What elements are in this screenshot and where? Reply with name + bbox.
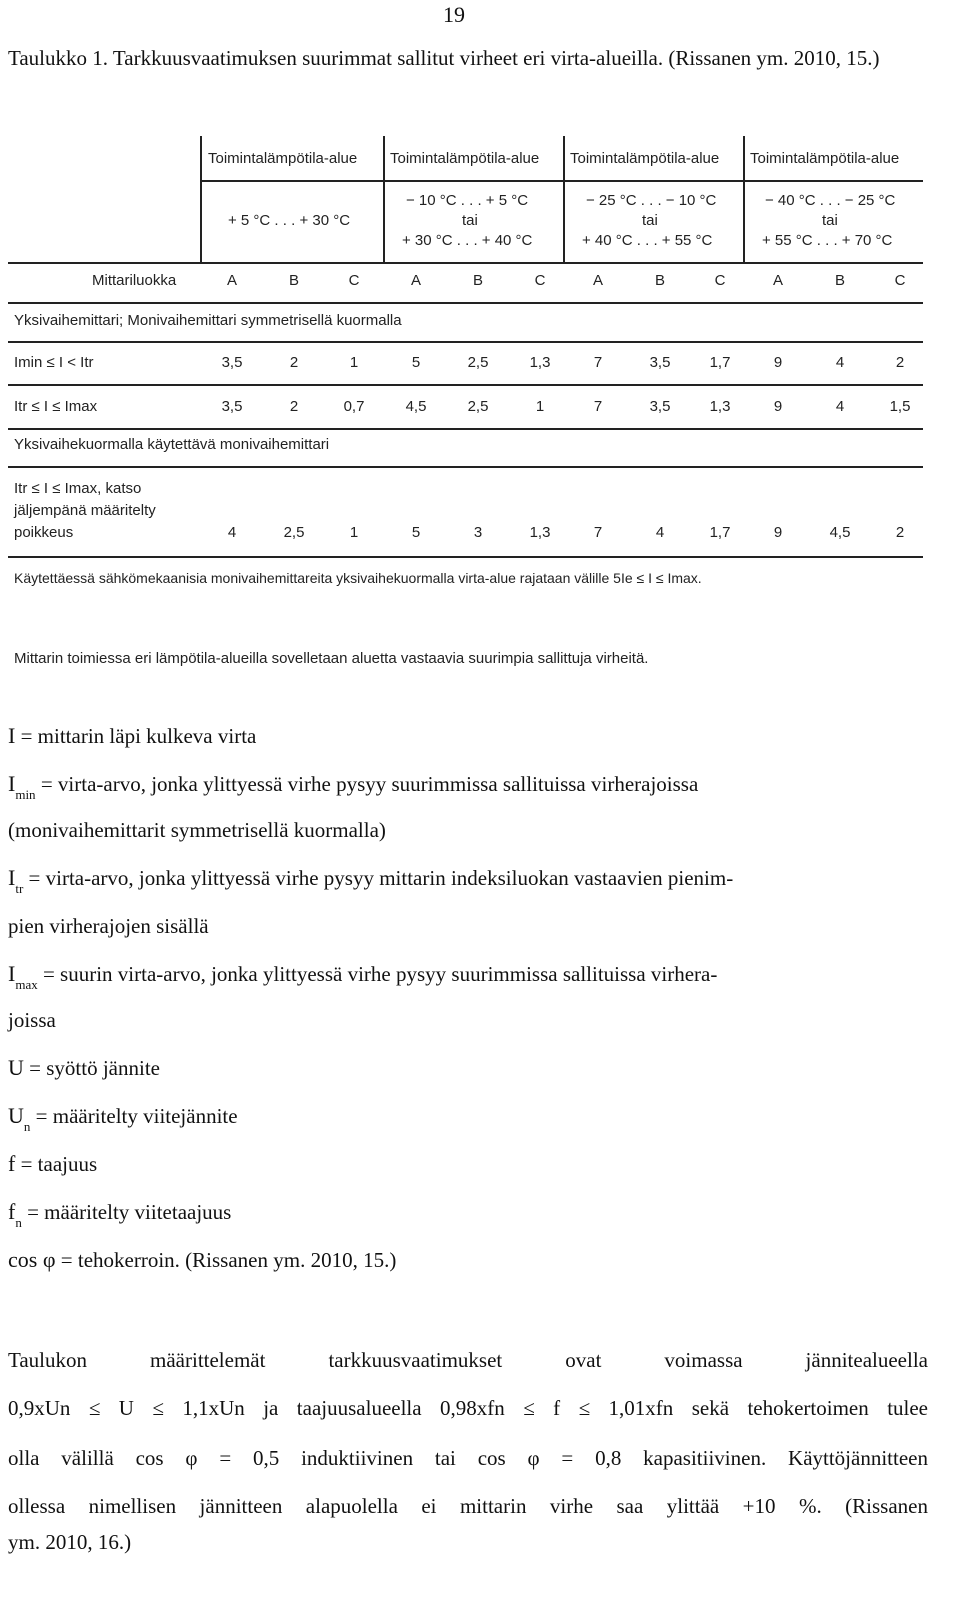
table-cell: C [348, 272, 360, 289]
row-label: jäljempänä määritelty [14, 502, 156, 519]
table-cell: B [288, 272, 299, 289]
table-cell: 3,5 [649, 398, 671, 415]
definition-text: = mittarin läpi kulkeva virta [20, 724, 257, 748]
table-cell: 5 [411, 524, 421, 541]
symbol-subscript: min [15, 787, 36, 802]
definition-line [8, 1100, 238, 1143]
table-cell: 9 [773, 524, 783, 541]
table-cell: 4 [835, 398, 845, 415]
table-cell: 1,3 [709, 398, 731, 415]
table-cell: 4,5 [405, 398, 427, 415]
definition-text: = virta-arvo, jonka ylittyessä virhe pysyy suurimmissa sallituissa virherajoissa [40, 772, 699, 796]
table-cell: 1,7 [709, 354, 731, 371]
table-line [8, 428, 923, 430]
temp-range-header: Toimintalämpötila-alue [390, 150, 540, 167]
table-cell: 4 [227, 524, 237, 541]
definition-text: = määritelty viitetaajuus [27, 1200, 232, 1224]
table-cell: 3,5 [221, 398, 243, 415]
table-cell: 1,3 [529, 354, 551, 371]
definition-line [8, 910, 209, 942]
table-cell: 4 [835, 354, 845, 371]
meter-class-label: Mittariluokka [92, 272, 177, 289]
definition-text: = virta-arvo, jonka ylittyessä virhe pysyy mittarin indeksiluokan vastaavien pienim- [28, 866, 734, 890]
table-cell: 3 [473, 524, 483, 541]
table-cell: C [534, 272, 546, 289]
table-cell: A [592, 272, 603, 289]
table-cell: A [410, 272, 421, 289]
definition-text: = määritelty viitejännite [35, 1104, 238, 1128]
table-cell: A [772, 272, 783, 289]
definition-line [8, 1196, 231, 1239]
symbol: U [8, 1103, 24, 1128]
accuracy-table [8, 136, 938, 616]
row-label: Itr ≤ I ≤ Imax, katso [14, 480, 142, 497]
table-cell: C [714, 272, 726, 289]
table-line [200, 136, 202, 264]
definition-line [8, 1004, 56, 1036]
definition-text: = syöttö jännite [29, 1056, 160, 1080]
table-caption: Taulukko 1. Tarkkuusvaatimuksen suurimmat sallitut virheet eri virta-alueilla. (Rissanen ym. 2010, 15.) [8, 46, 880, 70]
temp-range: tai [642, 212, 658, 229]
table-cell: 4,5 [829, 524, 851, 541]
definition-line [8, 958, 717, 1001]
definition-line [8, 1052, 160, 1084]
temp-range: + 55 °C . . . + 70 °C [762, 232, 893, 249]
temp-range-header: Toimintalämpötila-alue [208, 150, 358, 167]
definition-text: joissa [8, 1008, 56, 1032]
row-label: Imin ≤ I < Itr [14, 354, 94, 371]
temp-range: tai [822, 212, 838, 229]
definition-line [8, 814, 386, 846]
table-cell: 7 [593, 524, 603, 541]
table-cell: 2,5 [467, 354, 489, 371]
row-label: Itr ≤ I ≤ Imax [14, 398, 98, 415]
table-line [8, 341, 923, 343]
definition-line [8, 1148, 97, 1180]
table-cell: B [834, 272, 845, 289]
symbol: f [8, 1151, 16, 1176]
table-cell: 0,7 [343, 398, 365, 415]
symbol-subscript: n [15, 1215, 22, 1230]
temp-range: + 5 °C . . . + 30 °C [228, 212, 351, 229]
symbol: I [8, 865, 16, 890]
table-cell: 2 [289, 354, 299, 371]
symbol-subscript: max [15, 977, 38, 992]
table-cell: B [472, 272, 483, 289]
table-line [8, 262, 923, 264]
paragraph-line: 0,9xUn ≤ U ≤ 1,1xUn ja taajuusalueella 0,98xfn ≤ f ≤ 1,01xfn sekä tehokertoimen tulee [8, 1396, 928, 1420]
table-line [743, 136, 745, 264]
definition-line [8, 862, 733, 905]
symbol: U [8, 1055, 24, 1080]
definition-line [8, 720, 256, 752]
table-cell: 7 [593, 398, 603, 415]
symbol-subscript: tr [15, 881, 24, 896]
temp-range: + 40 °C . . . + 55 °C [582, 232, 713, 249]
table-line [8, 466, 923, 468]
table-cell: 2 [895, 524, 905, 541]
page-number: 19 [443, 2, 465, 27]
definition-text: = tehokerroin. (Rissanen ym. 2010, 15.) [60, 1248, 397, 1272]
table-cell: 1 [535, 398, 545, 415]
table-cell: C [894, 272, 906, 289]
table-cell: 3,5 [649, 354, 671, 371]
symbol: I [8, 961, 16, 986]
table-cell: 9 [773, 354, 783, 371]
symbol: f [8, 1199, 16, 1224]
symbol: I [8, 771, 16, 796]
table-cell: A [226, 272, 237, 289]
definition-text: pien virherajojen sisällä [8, 914, 209, 938]
section-heading: Yksivaihemittari; Monivaihemittari symmetrisellä kuormalla [14, 312, 402, 329]
table-cell: 1 [349, 354, 359, 371]
table-cell: 3,5 [221, 354, 243, 371]
table-line [200, 180, 923, 182]
table-line [8, 384, 923, 386]
paragraph-line: ollessa nimellisen jännitteen alapuolella ei mittarin virhe saa ylittää +10 %. (Rissanen [8, 1494, 928, 1518]
table-line [8, 556, 923, 558]
table-cell: 4 [655, 524, 665, 541]
temp-range: − 40 °C . . . − 25 °C [765, 192, 896, 209]
table-cell: 2,5 [467, 398, 489, 415]
table-cell: 5 [411, 354, 421, 371]
table-cell: 1,3 [529, 524, 551, 541]
table-cell: 2 [289, 398, 299, 415]
temp-range: − 10 °C . . . + 5 °C [406, 192, 529, 209]
table-cell: 2,5 [283, 524, 305, 541]
definition-text: = suurin virta-arvo, jonka ylittyessä virhe pysyy suurimmissa sallituissa virhera- [42, 962, 718, 986]
symbol-subscript: n [23, 1119, 31, 1134]
table-cell: 2 [895, 354, 905, 371]
symbol: I [8, 723, 16, 748]
definition-text: = taajuus [20, 1152, 98, 1176]
paragraph-line: olla välillä cos φ = 0,5 induktiivinen tai cos φ = 0,8 kapasitiivinen. Käyttöjännitteen [8, 1446, 928, 1470]
table-line [383, 136, 385, 264]
table-footnote: Käytettäessä sähkömekaanisia monivaihemittareita yksivaihekuormalla virta-alue rajataan välille 5Ie ≤ I ≤ Imax. [14, 570, 702, 586]
table-cell: 1,7 [709, 524, 731, 541]
symbol: cos φ [8, 1247, 56, 1272]
table-cell: 9 [773, 398, 783, 415]
row-label: poikkeus [14, 524, 74, 541]
section-heading: Yksivaihekuormalla käytettävä monivaihemittari [14, 436, 330, 453]
table-line [563, 136, 565, 264]
definition-text: (monivaihemittarit symmetrisellä kuormalla) [8, 818, 386, 842]
table-cell: 1 [349, 524, 359, 541]
table-cell: 1,5 [889, 398, 911, 415]
paragraph-line: ym. 2010, 16.) [8, 1530, 132, 1554]
table-note: Mittarin toimiessa eri lämpötila-alueilla sovelletaan aluetta vastaavia suurimpia sallittuja virheitä. [14, 650, 649, 667]
table-cell: B [654, 272, 665, 289]
table-line [8, 302, 923, 304]
temp-range: − 25 °C . . . − 10 °C [586, 192, 717, 209]
table-cell: 7 [593, 354, 603, 371]
temp-range-header: Toimintalämpötila-alue [570, 150, 720, 167]
paragraph-line: Taulukon määrittelemät tarkkuusvaatimukset ovat voimassa jännitealueella [8, 1348, 928, 1372]
temp-range: + 30 °C . . . + 40 °C [402, 232, 533, 249]
definition-line [8, 768, 698, 811]
definition-line [8, 1244, 396, 1276]
temp-range-header: Toimintalämpötila-alue [750, 150, 900, 167]
temp-range: tai [462, 212, 478, 229]
